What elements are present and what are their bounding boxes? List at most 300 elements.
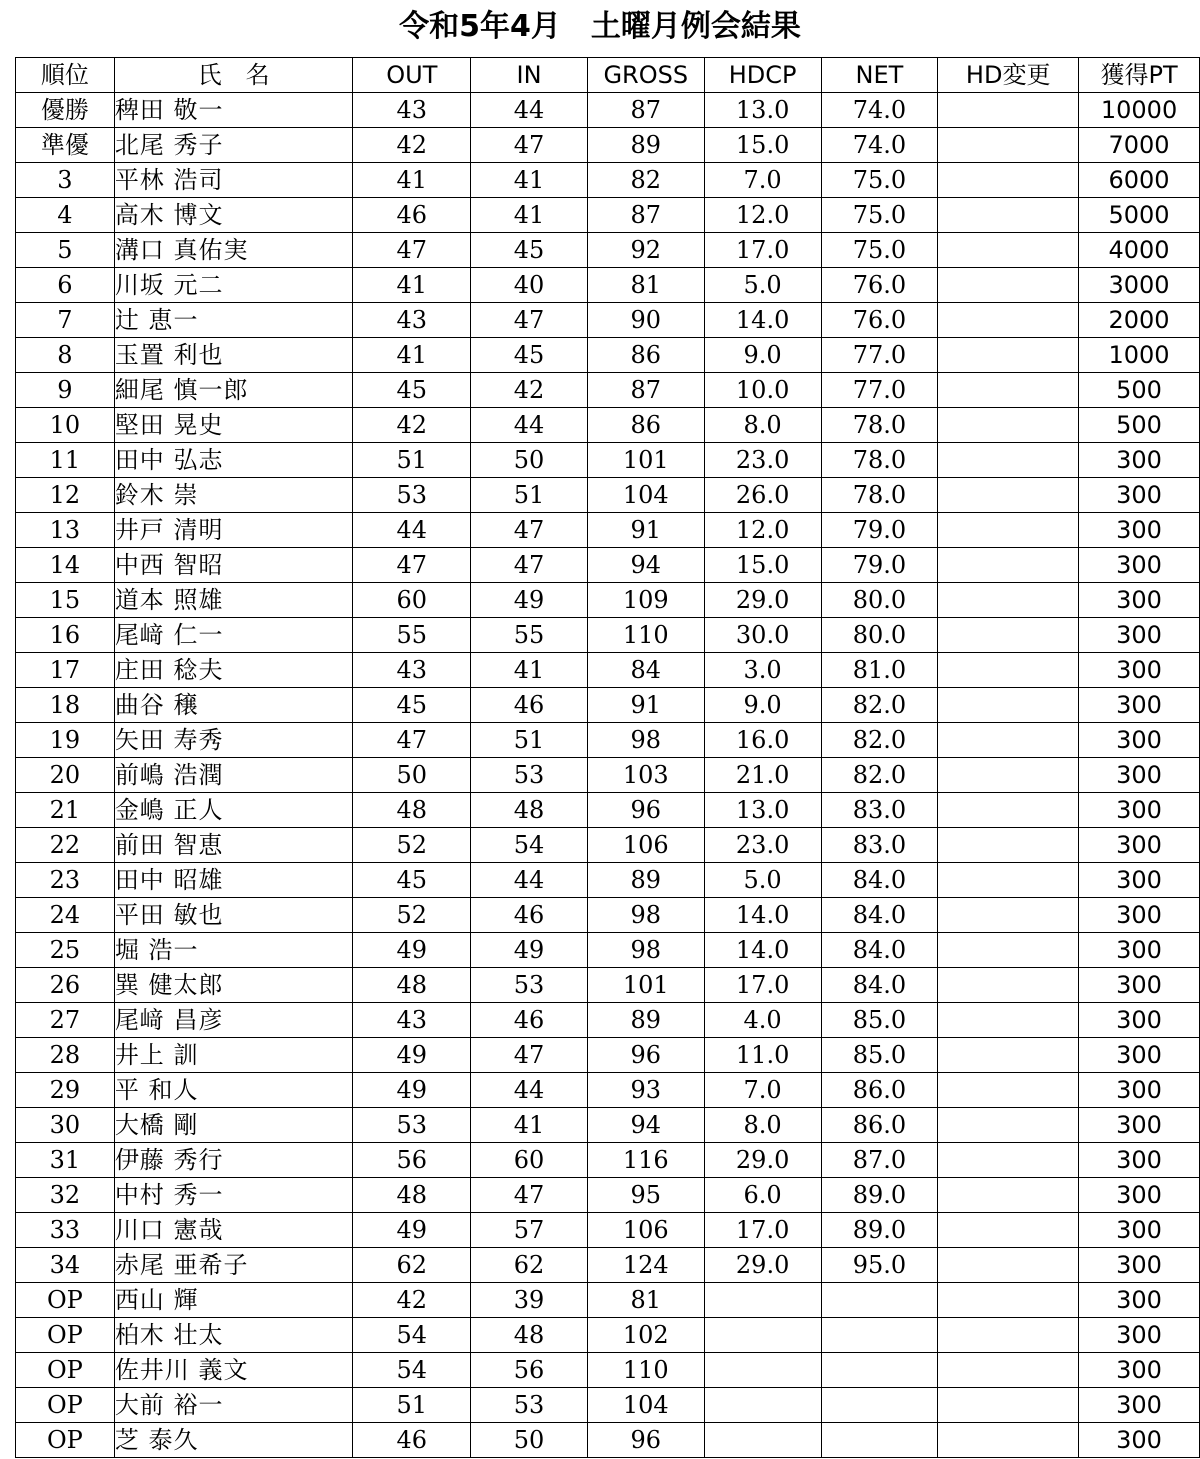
points-cell: 300 [1079,1003,1200,1038]
net-score-cell: 76.0 [821,303,938,338]
out-score-cell: 42 [353,128,471,163]
hdcp-cell: 29.0 [704,583,821,618]
net-score-cell: 85.0 [821,1003,938,1038]
gross-score-cell: 104 [587,478,704,513]
net-score-cell: 95.0 [821,1248,938,1283]
net-score-cell: 86.0 [821,1073,938,1108]
out-score-cell: 41 [353,268,471,303]
hdcp-cell: 3.0 [704,653,821,688]
table-row [16,933,1200,968]
hd-change-cell [938,163,1079,198]
in-score-cell: 62 [471,1248,588,1283]
net-score-cell: 74.0 [821,128,938,163]
player-name-cell: 辻 恵一 [114,303,353,338]
net-score-cell: 84.0 [821,933,938,968]
rank-cell: 準優 [16,128,115,163]
rank-cell: 34 [16,1248,115,1283]
player-name-cell: 柏木 壮太 [114,1318,353,1353]
hdcp-cell: 23.0 [704,828,821,863]
player-name-cell: 玉置 利也 [114,338,353,373]
hdcp-cell: 10.0 [704,373,821,408]
table-row [16,758,1200,793]
rank-cell: 24 [16,898,115,933]
player-name-cell: 前田 智恵 [114,828,353,863]
player-name-cell: 井上 訓 [114,1038,353,1073]
hd-change-cell [938,198,1079,233]
rank-cell: 10 [16,408,115,443]
rank-cell: OP [16,1388,115,1423]
out-score-cell: 47 [353,233,471,268]
in-score-cell: 44 [471,1073,588,1108]
header-gross: GROSS [587,58,704,93]
out-score-cell: 42 [353,1283,471,1318]
gross-score-cell: 81 [587,268,704,303]
in-score-cell: 55 [471,618,588,653]
header-name: 氏 名 [114,58,353,93]
player-name-cell: 稗田 敬一 [114,93,353,128]
hdcp-cell: 6.0 [704,1178,821,1213]
gross-score-cell: 106 [587,828,704,863]
in-score-cell: 45 [471,233,588,268]
hdcp-cell: 14.0 [704,898,821,933]
rank-cell: OP [16,1318,115,1353]
hdcp-cell: 13.0 [704,93,821,128]
rank-cell: 16 [16,618,115,653]
gross-score-cell: 86 [587,408,704,443]
net-score-cell: 75.0 [821,198,938,233]
gross-score-cell: 101 [587,443,704,478]
in-score-cell: 56 [471,1353,588,1388]
out-score-cell: 41 [353,338,471,373]
points-cell: 300 [1079,863,1200,898]
in-score-cell: 49 [471,583,588,618]
table-row [16,233,1200,268]
net-score-cell: 78.0 [821,478,938,513]
net-score-cell: 77.0 [821,338,938,373]
net-score-cell [821,1388,938,1423]
hdcp-cell: 17.0 [704,233,821,268]
gross-score-cell: 87 [587,373,704,408]
header-in: IN [471,58,588,93]
table-row [16,968,1200,1003]
player-name-cell: 川坂 元二 [114,268,353,303]
table-row [16,1353,1200,1388]
net-score-cell: 79.0 [821,513,938,548]
points-cell: 3000 [1079,268,1200,303]
table-row [16,408,1200,443]
gross-score-cell: 81 [587,1283,704,1318]
points-cell: 300 [1079,513,1200,548]
gross-score-cell: 104 [587,1388,704,1423]
table-row [16,1003,1200,1038]
table-row [16,1318,1200,1353]
player-name-cell: 平田 敏也 [114,898,353,933]
gross-score-cell: 89 [587,1003,704,1038]
hd-change-cell [938,1073,1079,1108]
in-score-cell: 40 [471,268,588,303]
net-score-cell: 83.0 [821,828,938,863]
hdcp-cell: 9.0 [704,338,821,373]
in-score-cell: 44 [471,93,588,128]
gross-score-cell: 106 [587,1213,704,1248]
header-row [16,58,1200,93]
table-row [16,723,1200,758]
in-score-cell: 47 [471,128,588,163]
hd-change-cell [938,933,1079,968]
hd-change-cell [938,548,1079,583]
hdcp-cell: 8.0 [704,408,821,443]
in-score-cell: 41 [471,198,588,233]
table-row [16,198,1200,233]
table-row [16,548,1200,583]
player-name-cell: 田中 弘志 [114,443,353,478]
out-score-cell: 44 [353,513,471,548]
points-cell: 7000 [1079,128,1200,163]
rank-cell: OP [16,1353,115,1388]
table-row [16,513,1200,548]
hdcp-cell: 16.0 [704,723,821,758]
hd-change-cell [938,583,1079,618]
points-cell: 500 [1079,373,1200,408]
hd-change-cell [938,303,1079,338]
rank-cell: 33 [16,1213,115,1248]
hd-change-cell [938,373,1079,408]
hd-change-cell [938,688,1079,723]
out-score-cell: 45 [353,863,471,898]
points-cell: 300 [1079,1423,1200,1458]
hd-change-cell [938,338,1079,373]
out-score-cell: 48 [353,1178,471,1213]
rank-cell: 18 [16,688,115,723]
in-score-cell: 41 [471,163,588,198]
points-cell: 300 [1079,758,1200,793]
in-score-cell: 47 [471,513,588,548]
out-score-cell: 42 [353,408,471,443]
out-score-cell: 48 [353,793,471,828]
gross-score-cell: 82 [587,163,704,198]
rank-cell: 30 [16,1108,115,1143]
in-score-cell: 39 [471,1283,588,1318]
net-score-cell: 87.0 [821,1143,938,1178]
hdcp-cell: 13.0 [704,793,821,828]
out-score-cell: 46 [353,1423,471,1458]
points-cell: 300 [1079,548,1200,583]
table-row [16,1143,1200,1178]
points-cell: 300 [1079,1073,1200,1108]
in-score-cell: 53 [471,758,588,793]
table-row [16,478,1200,513]
out-score-cell: 54 [353,1353,471,1388]
rank-cell: 12 [16,478,115,513]
player-name-cell: 金嶋 正人 [114,793,353,828]
out-score-cell: 53 [353,478,471,513]
table-row [16,863,1200,898]
points-cell: 300 [1079,1108,1200,1143]
gross-score-cell: 91 [587,513,704,548]
points-cell: 300 [1079,793,1200,828]
points-cell: 300 [1079,933,1200,968]
player-name-cell: 田中 昭雄 [114,863,353,898]
points-cell: 300 [1079,1388,1200,1423]
out-score-cell: 43 [353,653,471,688]
out-score-cell: 49 [353,1073,471,1108]
hdcp-cell: 12.0 [704,198,821,233]
header-points: 獲得PT [1079,58,1200,93]
hdcp-cell: 23.0 [704,443,821,478]
table-row [16,268,1200,303]
gross-score-cell: 116 [587,1143,704,1178]
in-score-cell: 50 [471,1423,588,1458]
in-score-cell: 41 [471,653,588,688]
gross-score-cell: 96 [587,1423,704,1458]
net-score-cell: 82.0 [821,723,938,758]
in-score-cell: 50 [471,443,588,478]
rank-cell: 28 [16,1038,115,1073]
hdcp-cell: 9.0 [704,688,821,723]
points-cell: 300 [1079,1143,1200,1178]
rank-cell: 32 [16,1178,115,1213]
out-score-cell: 49 [353,1213,471,1248]
rank-cell: 31 [16,1143,115,1178]
table-row [16,1178,1200,1213]
points-cell: 1000 [1079,338,1200,373]
points-cell: 5000 [1079,198,1200,233]
table-row [16,618,1200,653]
net-score-cell [821,1353,938,1388]
in-score-cell: 46 [471,688,588,723]
table-row [16,1283,1200,1318]
points-cell: 300 [1079,443,1200,478]
hdcp-cell [704,1423,821,1458]
points-cell: 300 [1079,1038,1200,1073]
table-row [16,898,1200,933]
in-score-cell: 47 [471,1178,588,1213]
hdcp-cell: 5.0 [704,863,821,898]
player-name-cell: 中村 秀一 [114,1178,353,1213]
points-cell: 300 [1079,1178,1200,1213]
rank-cell: 14 [16,548,115,583]
points-cell: 300 [1079,688,1200,723]
player-name-cell: 平 和人 [114,1073,353,1108]
hd-change-cell [938,1388,1079,1423]
table-row [16,1073,1200,1108]
points-cell: 300 [1079,968,1200,1003]
rank-cell: 27 [16,1003,115,1038]
rank-cell: 21 [16,793,115,828]
in-score-cell: 47 [471,548,588,583]
hdcp-cell: 21.0 [704,758,821,793]
in-score-cell: 42 [471,373,588,408]
table-row [16,1213,1200,1248]
table-row [16,1038,1200,1073]
hdcp-cell: 29.0 [704,1248,821,1283]
net-score-cell: 80.0 [821,583,938,618]
hdcp-cell: 17.0 [704,1213,821,1248]
rank-cell: 17 [16,653,115,688]
points-cell: 300 [1079,583,1200,618]
net-score-cell: 75.0 [821,163,938,198]
player-name-cell: 前嶋 浩潤 [114,758,353,793]
in-score-cell: 44 [471,863,588,898]
player-name-cell: 鈴木 崇 [114,478,353,513]
hd-change-cell [938,793,1079,828]
rank-cell: 19 [16,723,115,758]
hdcp-cell: 14.0 [704,303,821,338]
table-row [16,443,1200,478]
in-score-cell: 48 [471,793,588,828]
in-score-cell: 48 [471,1318,588,1353]
hd-change-cell [938,758,1079,793]
gross-score-cell: 87 [587,93,704,128]
header-hdcp: HDCP [704,58,821,93]
hd-change-cell [938,443,1079,478]
hdcp-cell [704,1388,821,1423]
hd-change-cell [938,828,1079,863]
table-row [16,93,1200,128]
out-score-cell: 54 [353,1318,471,1353]
gross-score-cell: 98 [587,898,704,933]
net-score-cell: 74.0 [821,93,938,128]
in-score-cell: 46 [471,1003,588,1038]
table-row [16,583,1200,618]
table-row [16,373,1200,408]
rank-cell: 6 [16,268,115,303]
player-name-cell: 佐井川 義文 [114,1353,353,1388]
player-name-cell: 芝 泰久 [114,1423,353,1458]
gross-score-cell: 103 [587,758,704,793]
player-name-cell: 西山 輝 [114,1283,353,1318]
out-score-cell: 43 [353,1003,471,1038]
points-cell: 300 [1079,1283,1200,1318]
player-name-cell: 曲谷 穣 [114,688,353,723]
hdcp-cell: 15.0 [704,128,821,163]
in-score-cell: 51 [471,723,588,758]
out-score-cell: 62 [353,1248,471,1283]
rank-cell: 9 [16,373,115,408]
net-score-cell: 77.0 [821,373,938,408]
hd-change-cell [938,128,1079,163]
gross-score-cell: 86 [587,338,704,373]
player-name-cell: 大前 裕一 [114,1388,353,1423]
hdcp-cell: 5.0 [704,268,821,303]
gross-score-cell: 109 [587,583,704,618]
hd-change-cell [938,1143,1079,1178]
rank-cell: OP [16,1283,115,1318]
out-score-cell: 41 [353,163,471,198]
points-cell: 2000 [1079,303,1200,338]
in-score-cell: 53 [471,968,588,1003]
hd-change-cell [938,268,1079,303]
hd-change-cell [938,1213,1079,1248]
points-cell: 300 [1079,618,1200,653]
out-score-cell: 48 [353,968,471,1003]
player-name-cell: 堅田 晃史 [114,408,353,443]
net-score-cell: 83.0 [821,793,938,828]
out-score-cell: 43 [353,93,471,128]
rank-cell: 15 [16,583,115,618]
gross-score-cell: 124 [587,1248,704,1283]
player-name-cell: 中西 智昭 [114,548,353,583]
gross-score-cell: 101 [587,968,704,1003]
in-score-cell: 51 [471,478,588,513]
player-name-cell: 平林 浩司 [114,163,353,198]
rank-cell: 5 [16,233,115,268]
gross-score-cell: 110 [587,1353,704,1388]
net-score-cell: 75.0 [821,233,938,268]
player-name-cell: 大橋 剛 [114,1108,353,1143]
table-row [16,338,1200,373]
hd-change-cell [938,1248,1079,1283]
points-cell: 500 [1079,408,1200,443]
hdcp-cell: 15.0 [704,548,821,583]
rank-cell: 22 [16,828,115,863]
points-cell: 300 [1079,723,1200,758]
hdcp-cell [704,1283,821,1318]
player-name-cell: 庄田 稔夫 [114,653,353,688]
hdcp-cell: 7.0 [704,1073,821,1108]
in-score-cell: 47 [471,303,588,338]
hd-change-cell [938,1283,1079,1318]
header-out: OUT [353,58,471,93]
net-score-cell [821,1283,938,1318]
out-score-cell: 47 [353,723,471,758]
net-score-cell: 80.0 [821,618,938,653]
hdcp-cell [704,1318,821,1353]
in-score-cell: 54 [471,828,588,863]
gross-score-cell: 94 [587,1108,704,1143]
out-score-cell: 43 [353,303,471,338]
net-score-cell: 84.0 [821,898,938,933]
hdcp-cell: 4.0 [704,1003,821,1038]
net-score-cell: 84.0 [821,863,938,898]
hdcp-cell: 11.0 [704,1038,821,1073]
out-score-cell: 53 [353,1108,471,1143]
hdcp-cell: 7.0 [704,163,821,198]
net-score-cell: 82.0 [821,688,938,723]
in-score-cell: 53 [471,1388,588,1423]
net-score-cell: 79.0 [821,548,938,583]
gross-score-cell: 87 [587,198,704,233]
hd-change-cell [938,1108,1079,1143]
hdcp-cell: 30.0 [704,618,821,653]
player-name-cell: 矢田 寿秀 [114,723,353,758]
gross-score-cell: 98 [587,933,704,968]
hd-change-cell [938,1353,1079,1388]
header-rank: 順位 [16,58,115,93]
points-cell: 300 [1079,1213,1200,1248]
out-score-cell: 56 [353,1143,471,1178]
in-score-cell: 47 [471,1038,588,1073]
hd-change-cell [938,478,1079,513]
out-score-cell: 55 [353,618,471,653]
gross-score-cell: 89 [587,863,704,898]
gross-score-cell: 92 [587,233,704,268]
net-score-cell: 85.0 [821,1038,938,1073]
points-cell: 300 [1079,828,1200,863]
hd-change-cell [938,863,1079,898]
in-score-cell: 57 [471,1213,588,1248]
gross-score-cell: 89 [587,128,704,163]
rank-cell: 11 [16,443,115,478]
out-score-cell: 52 [353,898,471,933]
points-cell: 300 [1079,1248,1200,1283]
gross-score-cell: 84 [587,653,704,688]
hd-change-cell [938,723,1079,758]
player-name-cell: 巽 健太郎 [114,968,353,1003]
points-cell: 300 [1079,478,1200,513]
gross-score-cell: 95 [587,1178,704,1213]
rank-cell: 優勝 [16,93,115,128]
